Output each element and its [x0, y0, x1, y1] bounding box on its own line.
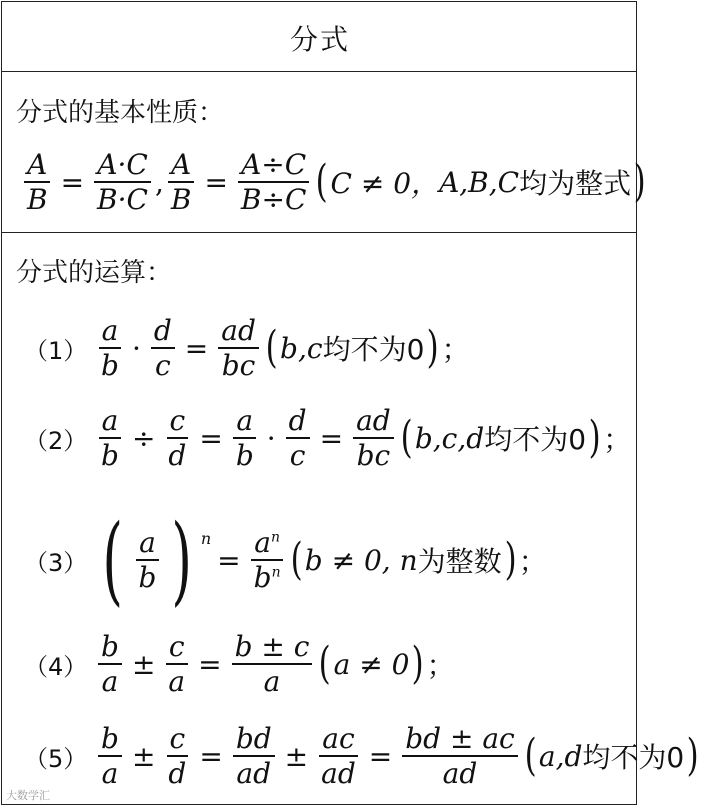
title-divider — [1, 71, 637, 72]
fraction-a-over-b: $\frac{A}{B}$ — [24, 150, 51, 215]
basic-property-formula: $\frac{A}{B}$ = $\frac{A\cdot C}{B\cdot C}$ , $\frac{A}{B}$ = $\frac{A\div C}{B\div C}$ ( C ≠ 0， A,B,C 均为整式 ) — [20, 150, 648, 215]
watermark: 大数学汇 — [6, 789, 50, 802]
condition-text: 均为整式 — [519, 167, 632, 201]
operation-4: （4） $\frac{b}{a}$ ± $\frac{c}{a}$ = $\frac{b \pm c}{a}$ ( a ≠ 0 ) ； — [24, 630, 455, 699]
section-divider — [1, 232, 637, 233]
operation-1: （1） $\frac{a}{b}$ · $\frac{d}{c}$ = $\frac{ad}{bc}$ ( b,c 均不为0 ) ； — [24, 314, 470, 383]
basic-property-label: 分式的基本性质： — [16, 98, 225, 128]
condition-c-nonzero: C ≠ 0， — [330, 167, 440, 201]
operation-5: （5） $\frac{b}{a}$ ± $\frac{c}{d}$ = $\frac{bd}{ad}$ ± $\frac{ac}{ad}$ = $\frac{bd \pm ac}{ad}$ ( a,d 均不为0 ) — [24, 722, 699, 791]
fraction-a-over-b-2: $\frac{A}{B}$ — [168, 150, 195, 215]
fraction-ac-over-bc: $\frac{A\cdot C}{B\cdot C}$ — [94, 150, 151, 215]
operations-label: 分式的运算： — [16, 258, 173, 288]
fraction-adivc-over-bdivc: $\frac{A\div C}{B\div C}$ — [238, 150, 309, 215]
operation-3: （3） ( $\frac{a}{b}$ ) $^n$ = $\frac{a^n}{b^n}$ ( b ≠ 0, n 为整数 ) ； — [24, 504, 547, 616]
condition-vars: A,B,C — [439, 165, 520, 199]
operation-2: （2） $\frac{a}{b}$ ÷ $\frac{c}{d}$ = $\frac{a}{b}$ · $\frac{d}{c}$ = $\frac{ad}{bc}$ ( b,c,d 均不为0 ) ； — [24, 404, 632, 473]
table-title: 分式 — [289, 23, 350, 56]
